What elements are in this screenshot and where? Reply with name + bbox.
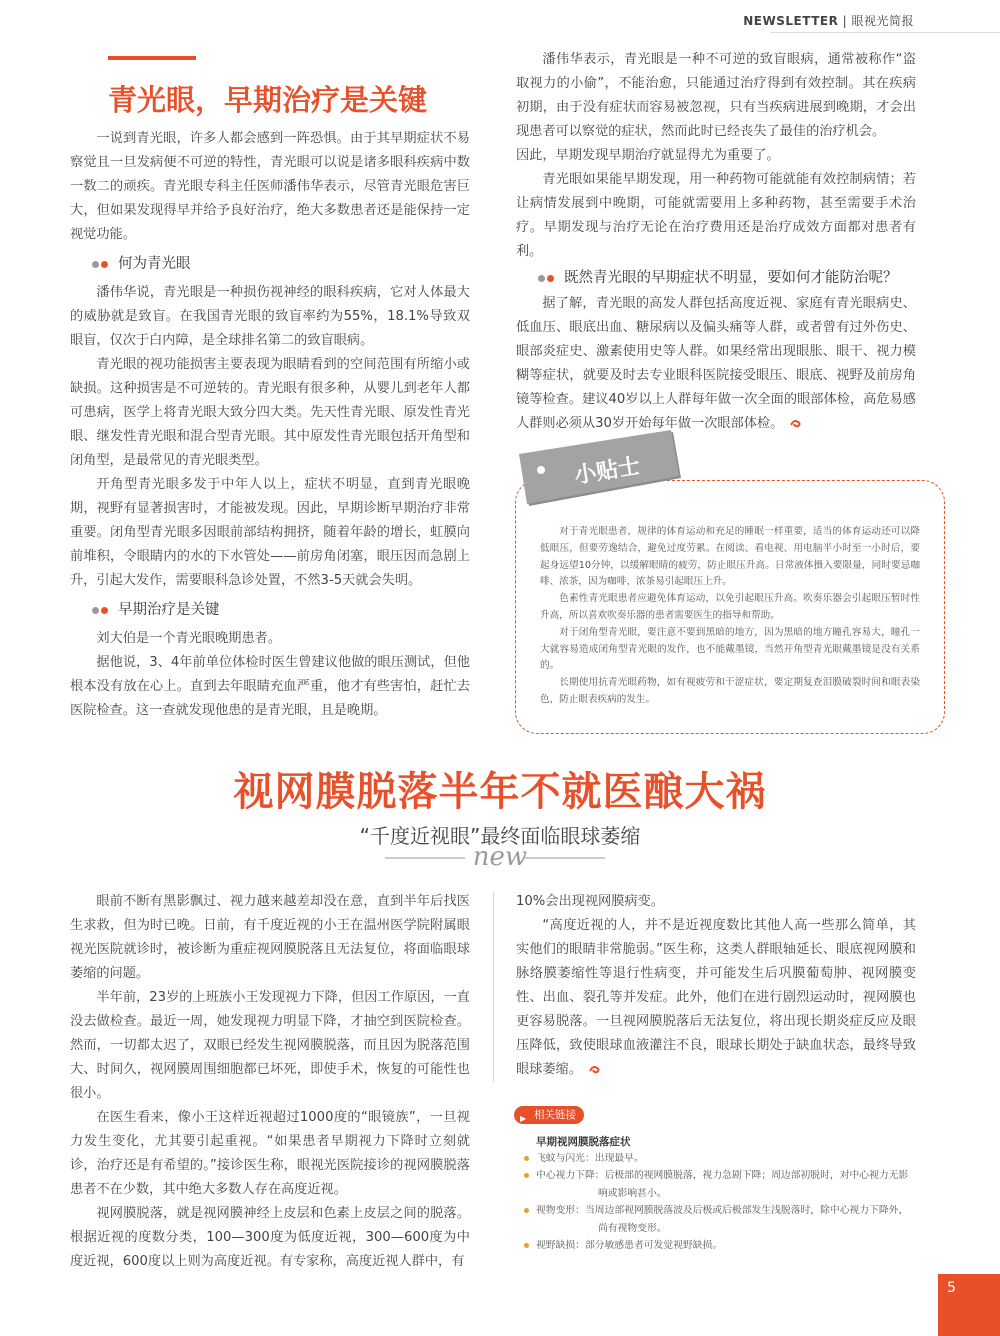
bullet-dots-icon (92, 261, 110, 268)
article2-p4: 视网膜脱落，就是视网膜神经上皮层和色素上皮层之间的脱落。根据近视的度数分类，100—300度为低度近视，300—600度为中度近视，600度以上则为高度近视。有专家称，高度近视人群中，有 (70, 1206, 470, 1269)
bullet-dots-icon (92, 607, 110, 614)
related-links-tag (514, 1106, 584, 1124)
article1-intro: 一说到青光眼，许多人都会感到一阵恐惧。由于其早期症状不易察觉且一旦发病便不可逆的特性，青光眼可以说是诸多眼科疾病中数一数二的顽疾。青光眼专科主任医师潘伟华表示，尽管青光眼危害巨大，但如果发现得早并给予良好治疗，绝大多数患者还是能保持一定视觉功能。 (70, 131, 470, 242)
header-divider (770, 32, 1000, 33)
related-list (520, 1150, 920, 1254)
sec3-p1 (516, 292, 916, 436)
article2-col2-p2 (516, 914, 916, 1082)
list-item (520, 1237, 920, 1254)
related-tag-label: 相关链接 (534, 1109, 576, 1121)
article2-p1: 眼前不断有黑影飘过、视力越来越差却没在意，直到半年后找医生求救，但为时已晚。日前，有千度近视的小王在温州医学院附属眼视光医院就诊时，被诊断为重症视网膜脱落且无法复位，将面临眼球萎缩的问题。 (70, 894, 470, 981)
list-item-text: 飞蚊与闪光：出现最早。 (536, 1153, 644, 1164)
col2-p1: 潘伟华表示，青光眼是一种不可逆的致盲眼病，通常被称作“盗取视力的小偷”，不能治愈，只能通过治疗得到有效控制。其在疾病初期，由于没有症状而容易被忽视，只有当疾病进展到晚期，才会出现患者可以察觉的症状，然而此时已经丧失了最佳的治疗机会。 (516, 52, 916, 139)
page-number-box (938, 1274, 1000, 1336)
col2-p2: 因此，早期发现早期治疗就显得尤为重要了。 (516, 148, 780, 163)
tips-text (540, 524, 920, 709)
list-item-text: 视物变形：当周边部视网膜脱落波及后极或后极部发生浅脱落时，除中心视力下降外， (536, 1205, 909, 1217)
related-title: 早期视网膜脱落症状 (536, 1136, 631, 1148)
tips-p3: 对于闭角型青光眼，要注意不要到黑暗的地方，因为黑暗的地方瞳孔容易大，瞳孔一大就容易造成闭角型青光眼的发作，也不能戴墨镜，当然开角型青光眼戴墨镜是没有关系的。 (540, 626, 920, 672)
tips-p2: 色素性青光眼患者应避免体育运动，以免引起眼压升高。吹奏乐器会引起眼压暂时性升高，所以喜欢吹奏乐器的患者需要医生的指导和帮助。 (540, 593, 920, 621)
list-item (520, 1202, 920, 1237)
article-end-icon (588, 1064, 602, 1074)
column-divider (493, 892, 494, 1082)
article2-col2 (516, 890, 916, 1082)
article2-col2-p2-text: “高度近视的人，并不是近视度数比其他人高一些那么简单，其实他们的眼睛非常脆弱。”医生称，这类人群眼轴延长、眼底视网膜和脉络膜萎缩性等退行性病变，并可能发生后巩膜葡萄肿、视网膜变性、出血、裂孔等并发症。此外，他们在进行剧烈运动时，视网膜也更容易脱落。一旦视网膜脱落后无法复位，将出现长期炎症反应及眼压降低，致使眼球血液灌注不良，眼球长期处于缺血状态，最终导致眼球萎缩。 (516, 918, 916, 1077)
sec2-p1: 刘大伯是一个青光眼晚期患者。 (96, 631, 282, 646)
article2-col2-p1: 10%会出现视网膜病变。 (516, 894, 664, 909)
list-item-text: 中心视力下降：后极部的视网膜脱落，视力急剧下降；周边部初脱时，对中心视力无影 (536, 1170, 909, 1182)
article1-sec3-heading (538, 266, 916, 290)
newsletter-header: NEWSLETTER | 眼视光简报 (743, 14, 914, 28)
page-number: 5 (947, 1280, 956, 1296)
title-accent-bar (108, 56, 196, 60)
article2-col1 (70, 890, 470, 1274)
tips-p4: 长期使用抗青光眼药物，如有视疲劳和干涩症状，要定期复查泪膜破裂时间和眼表染色，防止眼表疾病的发生。 (540, 677, 920, 705)
play-arrow-icon: ▶ (520, 1114, 527, 1123)
header-label-bold: NEWSLETTER (743, 14, 839, 28)
list-item-text: 视野缺损：部分敏感患者可发觉视野缺损。 (536, 1240, 723, 1252)
article2-p3: 在医生看来，像小王这样近视超过1000度的“眼镜族”，一旦视力发生变化，尤其要引起重视。“如果患者早期视力下降时立刻就诊，治疗还是有希望的。”接诊医生称，眼视光医院接诊的视网膜脱落患者不在少数，其中绝大多数人存在高度近视。 (70, 1110, 470, 1197)
article1-col2 (516, 48, 916, 436)
sec3-p1-text: 据了解，青光眼的高发人群包括高度近视、家庭有青光眼病史、低血压、眼底出血、糖尿病以及偏头痛等人群，或者曾有过外伤史、眼部炎症史、激素使用史等人群。如果经常出现眼胀、眼干、视力模糊等症状，就要及时去专业眼科医院接受眼压、眼底、视野及前房角镜等检查。建议40岁以上人群每年做一次全面的眼部体检，高危易感人群则必须从30岁开始每年做一次眼部体检。 (516, 296, 916, 431)
header-label-rest: 眼视光简报 (851, 14, 914, 28)
sec3-title: 既然青光眼的早期症状不明显，要如何才能防治呢？ (564, 270, 898, 286)
article1-sec1-heading (92, 252, 470, 276)
sec1-p3: 开角型青光眼多发于中年人以上，症状不明显，直到青光眼晚期，视野有显著损害时，才能被发现。因此，早期诊断早期治疗非常重要。闭角型青光眼多因眼前部结构拥挤，随着年龄的增长，虹膜向前堆积，令眼睛内的水的下水管处——前房角闭塞，眼压因而急剧上升，引起大发作，需要眼科急诊处置，不然3-5天就会失明。 (70, 477, 470, 588)
list-item-cont: 尚有视物变形。 (598, 1222, 667, 1234)
article2-subtitle: “千度近视眼”最终面临眼球萎缩 (359, 824, 641, 848)
sec2-title: 早期治疗是关键 (118, 602, 220, 618)
sec1-p2: 青光眼的视功能损害主要表现为眼睛看到的空间范围有所缩小或缺损。这种损害是不可逆转的。青光眼有很多种，从婴儿到老年人都可患病，医学上将青光眼大致分四大类。先天性青光眼、原发性青光眼、继发性青光眼和混合型青光眼。其中原发性青光眼包括开角型和闭角型，是最常见的青光眼类型。 (70, 357, 470, 468)
sec2-p2: 据他说，3、4年前单位体检时医生曾建议他做的眼压测试，但他根本没有放在心上。直到去年眼睛充血严重，他才有些害怕，赶忙去医院检查。这一查就发现他患的是青光眼，且是晚期。 (70, 655, 470, 718)
list-item (520, 1167, 920, 1202)
tips-tab-label: 小贴士 (572, 453, 642, 489)
article2-p2: 半年前，23岁的上班族小王发现视力下降，但因工作原因，一直没去做检查。最近一周，她发现视力明显下降，才抽空到医院检查。然而，一切都太迟了，双眼已经发生视网膜脱落，而且因为脱落范围大、时间久，视网膜周围细胞都已坏死，即使手术，恢复的可能性也很小。 (70, 990, 470, 1101)
new-deco-word: new (472, 842, 528, 872)
article1-col1 (70, 127, 470, 723)
sec1-p1: 潘伟华说，青光眼是一种损伤视神经的眼科疾病，它对人体最大的威胁就是致盲。在我国青光眼的致盲率约为55%，18.1%导致双眼盲，仅次于白内障，是全球排名第二的致盲眼病。 (70, 285, 470, 348)
article1-sec2-heading (92, 598, 470, 622)
list-item-cont: 响或影响甚小。 (598, 1187, 667, 1199)
sec1-title: 何为青光眼 (118, 256, 191, 272)
article2-title: 视网膜脱落半年不就医酿大祸 (233, 769, 767, 815)
col2-p3: 青光眼如果能早期发现，用一种药物可能就能有效控制病情；若让病情发展到中晚期，可能就需要用上多种药物，甚至需要手术治疗。早期发现与治疗无论在治疗费用还是治疗成效方面都对患者有利。 (516, 172, 916, 259)
article1-title: 青光眼，早期治疗是关键 (108, 83, 428, 117)
list-item (520, 1150, 920, 1167)
bullet-dots-icon (538, 275, 556, 282)
tips-p1: 对于青光眼患者，规律的体育运动和充足的睡眠一样重要，适当的体育运动还可以降低眼压，但要劳逸结合，避免过度劳累。在阅读、看电视、用电脑半小时至一小时后，要起身远望10分钟，以缓解眼睛的疲劳，防止眼压升高。日常液体摄入要限量，同时要忌咖啡、浓茶，因为咖啡、浓茶易引起眼压上升。 (540, 526, 920, 588)
article-end-icon (789, 418, 803, 428)
